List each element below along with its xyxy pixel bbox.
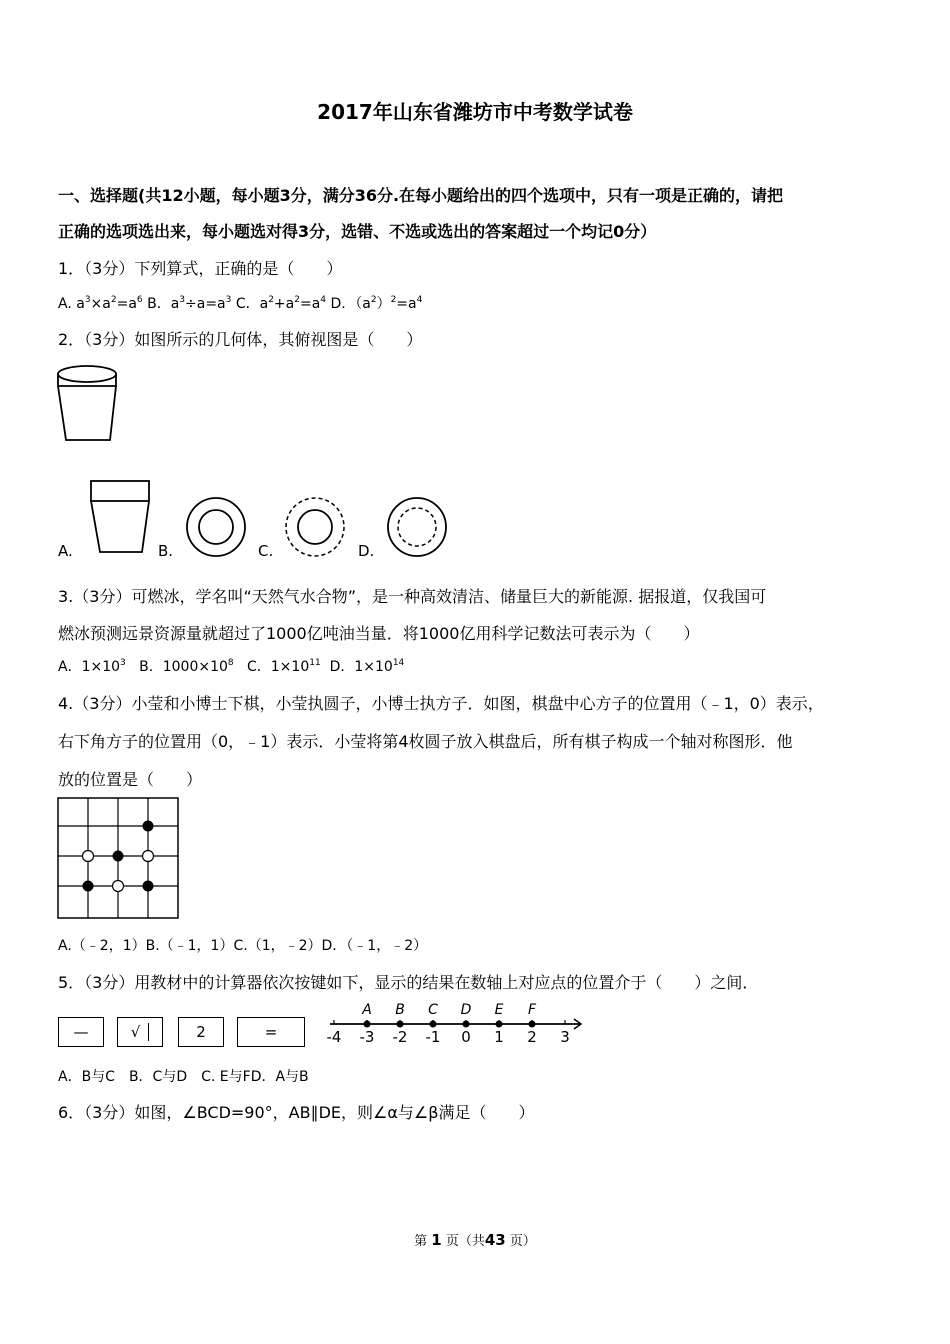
q2-label-d: D.: [358, 542, 375, 560]
q2-label-b: B.: [158, 542, 174, 560]
q5-stem: 5．（3分）用教材中的计算器依次按键如下，显示的结果在数轴上对应点的位置介于（ ）之间．: [58, 973, 759, 992]
axis-tick-label: 3: [560, 1028, 570, 1046]
section-instructions-line1: 一、选择题(共12小题，每小题3分，满分36分.在每小题给出的四个选项中，只有一项是正确的，请把: [58, 186, 784, 205]
calc-key-equals: =: [237, 1017, 305, 1047]
q4-line3: 放的位置是（ ）: [58, 770, 203, 789]
q4-line2: 右下角方子的位置用（0，﹣1）表示．小莹将第4枚圆子放入棋盘后，所有棋子构成一个轴对称图形．他: [58, 732, 793, 751]
axis-tick-label: -3: [359, 1028, 375, 1046]
axis-point: [430, 1021, 437, 1028]
q1-options: A. $a^3\times a^2=a^6$ B．$a^3\div a=a^3$ C．$a^2+a^2=a^4$ D．$(a^2)^2=a^4$: [58, 295, 423, 312]
axis-point-label: D: [460, 1002, 472, 1018]
q4-options: A.（﹣2，1）B.（﹣1，1）C.（1，﹣2）D．（﹣1，﹣2）: [58, 938, 428, 954]
axis-point: [463, 1021, 470, 1028]
page-footer: 第 1 页（共43 页）: [414, 1231, 536, 1249]
axis-point-label: C: [428, 1002, 438, 1018]
q2-option-b-figure: [183, 494, 249, 560]
q2-stem: 2．（3分）如图所示的几何体，其俯视图是（ ）: [58, 330, 423, 349]
q3-line2: 燃冰预测远景资源量就超过了1000亿吨油当量．将1000亿用科学记数法可表示为（ ）: [58, 624, 700, 643]
axis-tick-label: 0: [461, 1028, 471, 1046]
calc-key-minus: —: [58, 1017, 104, 1047]
section-instructions-line2: 正确的选项选出来，每小题选对得3分，选错、不选或选出的答案超过一个均记0分）: [58, 222, 657, 241]
q3-options: A．$1\times 10^3$ B．$1000\times 10^8$ C．$1\times 10^{11}$ D．$1\times 10^{14}$: [58, 658, 405, 675]
q6-stem: 6．（3分）如图，∠BCD=90°，AB∥DE，则∠α与∠β满足（ ）: [58, 1103, 535, 1122]
q5-number-line: [318, 998, 588, 1048]
axis-tick-label: 1: [494, 1028, 504, 1046]
page-title: 2017年山东省潍坊市中考数学试卷: [317, 100, 633, 124]
axis-tick-label: -1: [425, 1028, 441, 1046]
q4-line1: 4.（3分）小莹和小博士下棋，小莹执圆子，小博士执方子．如图，棋盘中心方子的位置用（﹣1，0）表示，: [58, 694, 824, 713]
axis-point: [496, 1021, 503, 1028]
q5-options: A．B与C B．C与D C. E与FD．A与B: [58, 1069, 309, 1085]
q1-stem: 1．（3分）下列算式，正确的是（ ）: [58, 259, 343, 278]
axis-tick-label: -4: [326, 1028, 342, 1046]
q2-option-d-figure: [384, 494, 450, 560]
q2-option-c-figure: [282, 494, 348, 560]
axis-point-label: A: [362, 1002, 372, 1018]
q3-line1: 3.（3分）可燃冰，学名叫“天然气水合物”，是一种高效清洁、储量巨大的新能源. 据报道，仅我国可: [58, 587, 767, 606]
axis-point-label: E: [494, 1002, 504, 1018]
q2-label-a: A.: [58, 542, 73, 560]
calc-key-sqrt: [117, 1017, 163, 1047]
axis-point-label: B: [395, 1002, 405, 1018]
axis-point-label: F: [527, 1002, 537, 1018]
q2-label-c: C.: [258, 542, 274, 560]
axis-point: [364, 1021, 371, 1028]
axis-point: [397, 1021, 404, 1028]
q2-option-a-figure: [88, 478, 154, 556]
axis-point: [529, 1021, 536, 1028]
calc-key-2: 2: [178, 1017, 224, 1047]
q2-cup-figure: [54, 360, 124, 446]
q4-go-board: [56, 796, 180, 920]
sqrt-icon: √: [131, 1023, 150, 1041]
axis-tick-label: -2: [392, 1028, 408, 1046]
axis-tick-label: 2: [527, 1028, 537, 1046]
